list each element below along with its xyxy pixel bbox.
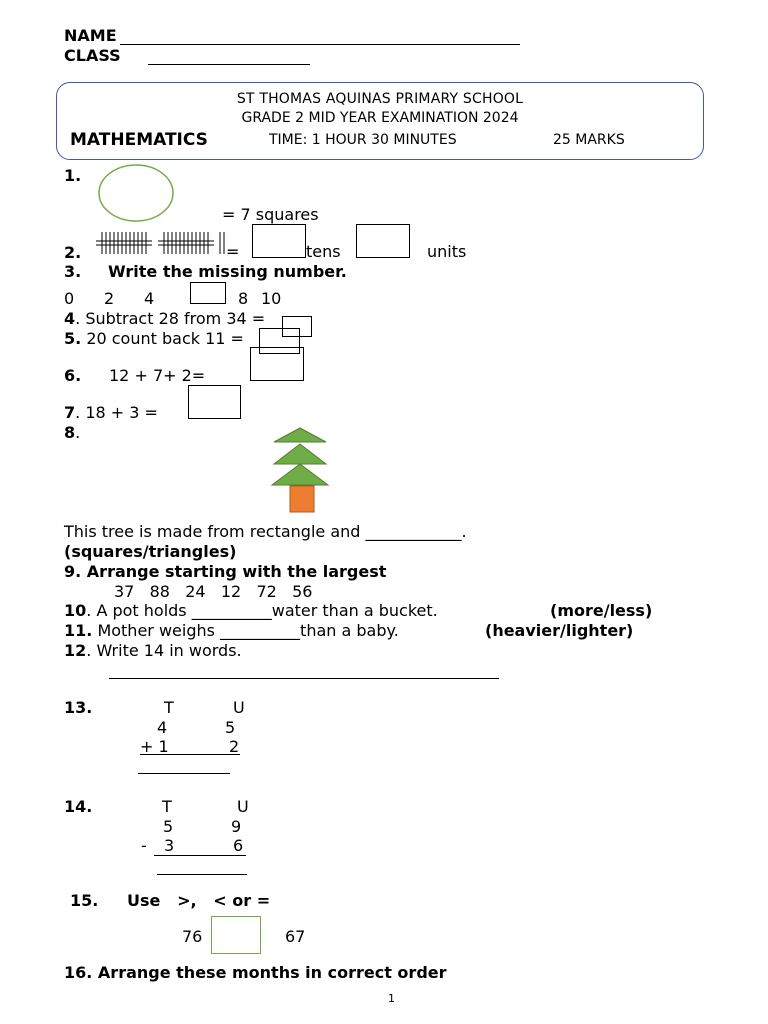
circle-shape — [98, 164, 176, 224]
tens-answer-box[interactable] — [252, 224, 306, 258]
q15-number: 15. — [70, 891, 99, 910]
q14-bottom-tens: 3 — [164, 836, 175, 855]
name-line[interactable] — [120, 28, 520, 45]
q8-line: 8. — [64, 423, 81, 442]
q6-answer-box[interactable] — [250, 347, 304, 381]
q12-line: 12. Write 14 in words. — [64, 641, 242, 660]
q11-line: 11. Mother weighs __________than a baby. — [64, 621, 399, 640]
q13-bottom-units: 2 — [229, 737, 240, 756]
q14-units-header: U — [237, 797, 249, 816]
seq-8: 8 — [238, 289, 249, 308]
subject-title: MATHEMATICS — [70, 130, 208, 150]
q1-number: 1. — [64, 166, 82, 185]
q2-equals: = — [226, 242, 240, 261]
exam-time: TIME: 1 HOUR 30 MINUTES — [269, 132, 457, 148]
q8-options: (squares/triangles) — [64, 542, 237, 561]
q13-bottom-tens: + 1 — [140, 737, 169, 756]
q14-top-units: 9 — [231, 817, 242, 836]
q4-line: 4. Subtract 28 from 34 = — [64, 309, 266, 328]
q14-number: 14. — [64, 797, 93, 816]
q3-number: 3. — [64, 262, 82, 281]
exam-marks: 25 MARKS — [553, 132, 625, 148]
q14-difference-line — [154, 840, 246, 856]
class-line[interactable] — [148, 48, 310, 65]
q14-top-tens: 5 — [163, 817, 174, 836]
exam-title: GRADE 2 MID YEAR EXAMINATION 2024 — [241, 110, 519, 126]
q13-tens-header: T — [164, 698, 174, 717]
q15-comparison-box[interactable] — [211, 916, 261, 954]
seq-2: 2 — [104, 289, 115, 308]
q1-text: = 7 squares — [222, 205, 319, 224]
units-answer-box[interactable] — [356, 224, 410, 258]
q13-answer-line[interactable] — [138, 758, 230, 774]
q12-answer-line[interactable] — [109, 662, 499, 679]
q13-sum-line — [140, 738, 240, 755]
q6-number: 6. — [64, 366, 82, 385]
seq-10: 10 — [261, 289, 282, 308]
q7-answer-box[interactable] — [188, 385, 241, 419]
q13-top-tens: 4 — [157, 718, 168, 737]
q9-line: 9. Arrange starting with the largest — [64, 562, 387, 581]
q10-line: 10. A pot holds __________water than a bucket. — [64, 601, 438, 620]
missing-number-box[interactable] — [190, 282, 226, 304]
q13-number: 13. — [64, 698, 93, 717]
units-label: units — [427, 242, 467, 261]
q7-line: 7. 18 + 3 = — [64, 403, 158, 422]
q15-text: Use >, < or = — [127, 891, 271, 910]
q8-sentence: This tree is made from rectangle and ____________. — [64, 522, 467, 541]
q15-left-number: 76 — [182, 927, 203, 946]
name-label: NAME — [64, 26, 117, 45]
q15-right-number: 67 — [285, 927, 306, 946]
q2-number: 2. — [64, 243, 82, 262]
school-name: ST THOMAS AQUINAS PRIMARY SCHOOL — [236, 91, 524, 107]
q11-options: (heavier/lighter) — [485, 621, 634, 640]
q14-minus-sign: - — [141, 836, 147, 855]
q14-bottom-units: 6 — [233, 836, 244, 855]
class-label: CLASS — [64, 46, 121, 65]
seq-0: 0 — [64, 289, 75, 308]
seq-4: 4 — [144, 289, 155, 308]
q14-tens-header: T — [162, 797, 172, 816]
q16-line: 16. Arrange these months in correct order — [64, 963, 447, 982]
q10-options: (more/less) — [550, 601, 653, 620]
q13-units-header: U — [233, 698, 245, 717]
q5-line: 5. 20 count back 11 = — [64, 329, 244, 348]
tens-label: tens — [306, 242, 341, 261]
page-number: 1 — [388, 992, 395, 1005]
q13-top-units: 5 — [225, 718, 236, 737]
q6-text: 12 + 7+ 2= — [109, 366, 206, 385]
tally-bundles-icon — [96, 228, 236, 258]
tree-shape-image — [270, 426, 332, 516]
q14-answer-line[interactable] — [157, 858, 247, 875]
q3-text: Write the missing number. — [108, 262, 347, 281]
q9-numbers: 37 88 24 12 72 56 — [114, 582, 313, 601]
